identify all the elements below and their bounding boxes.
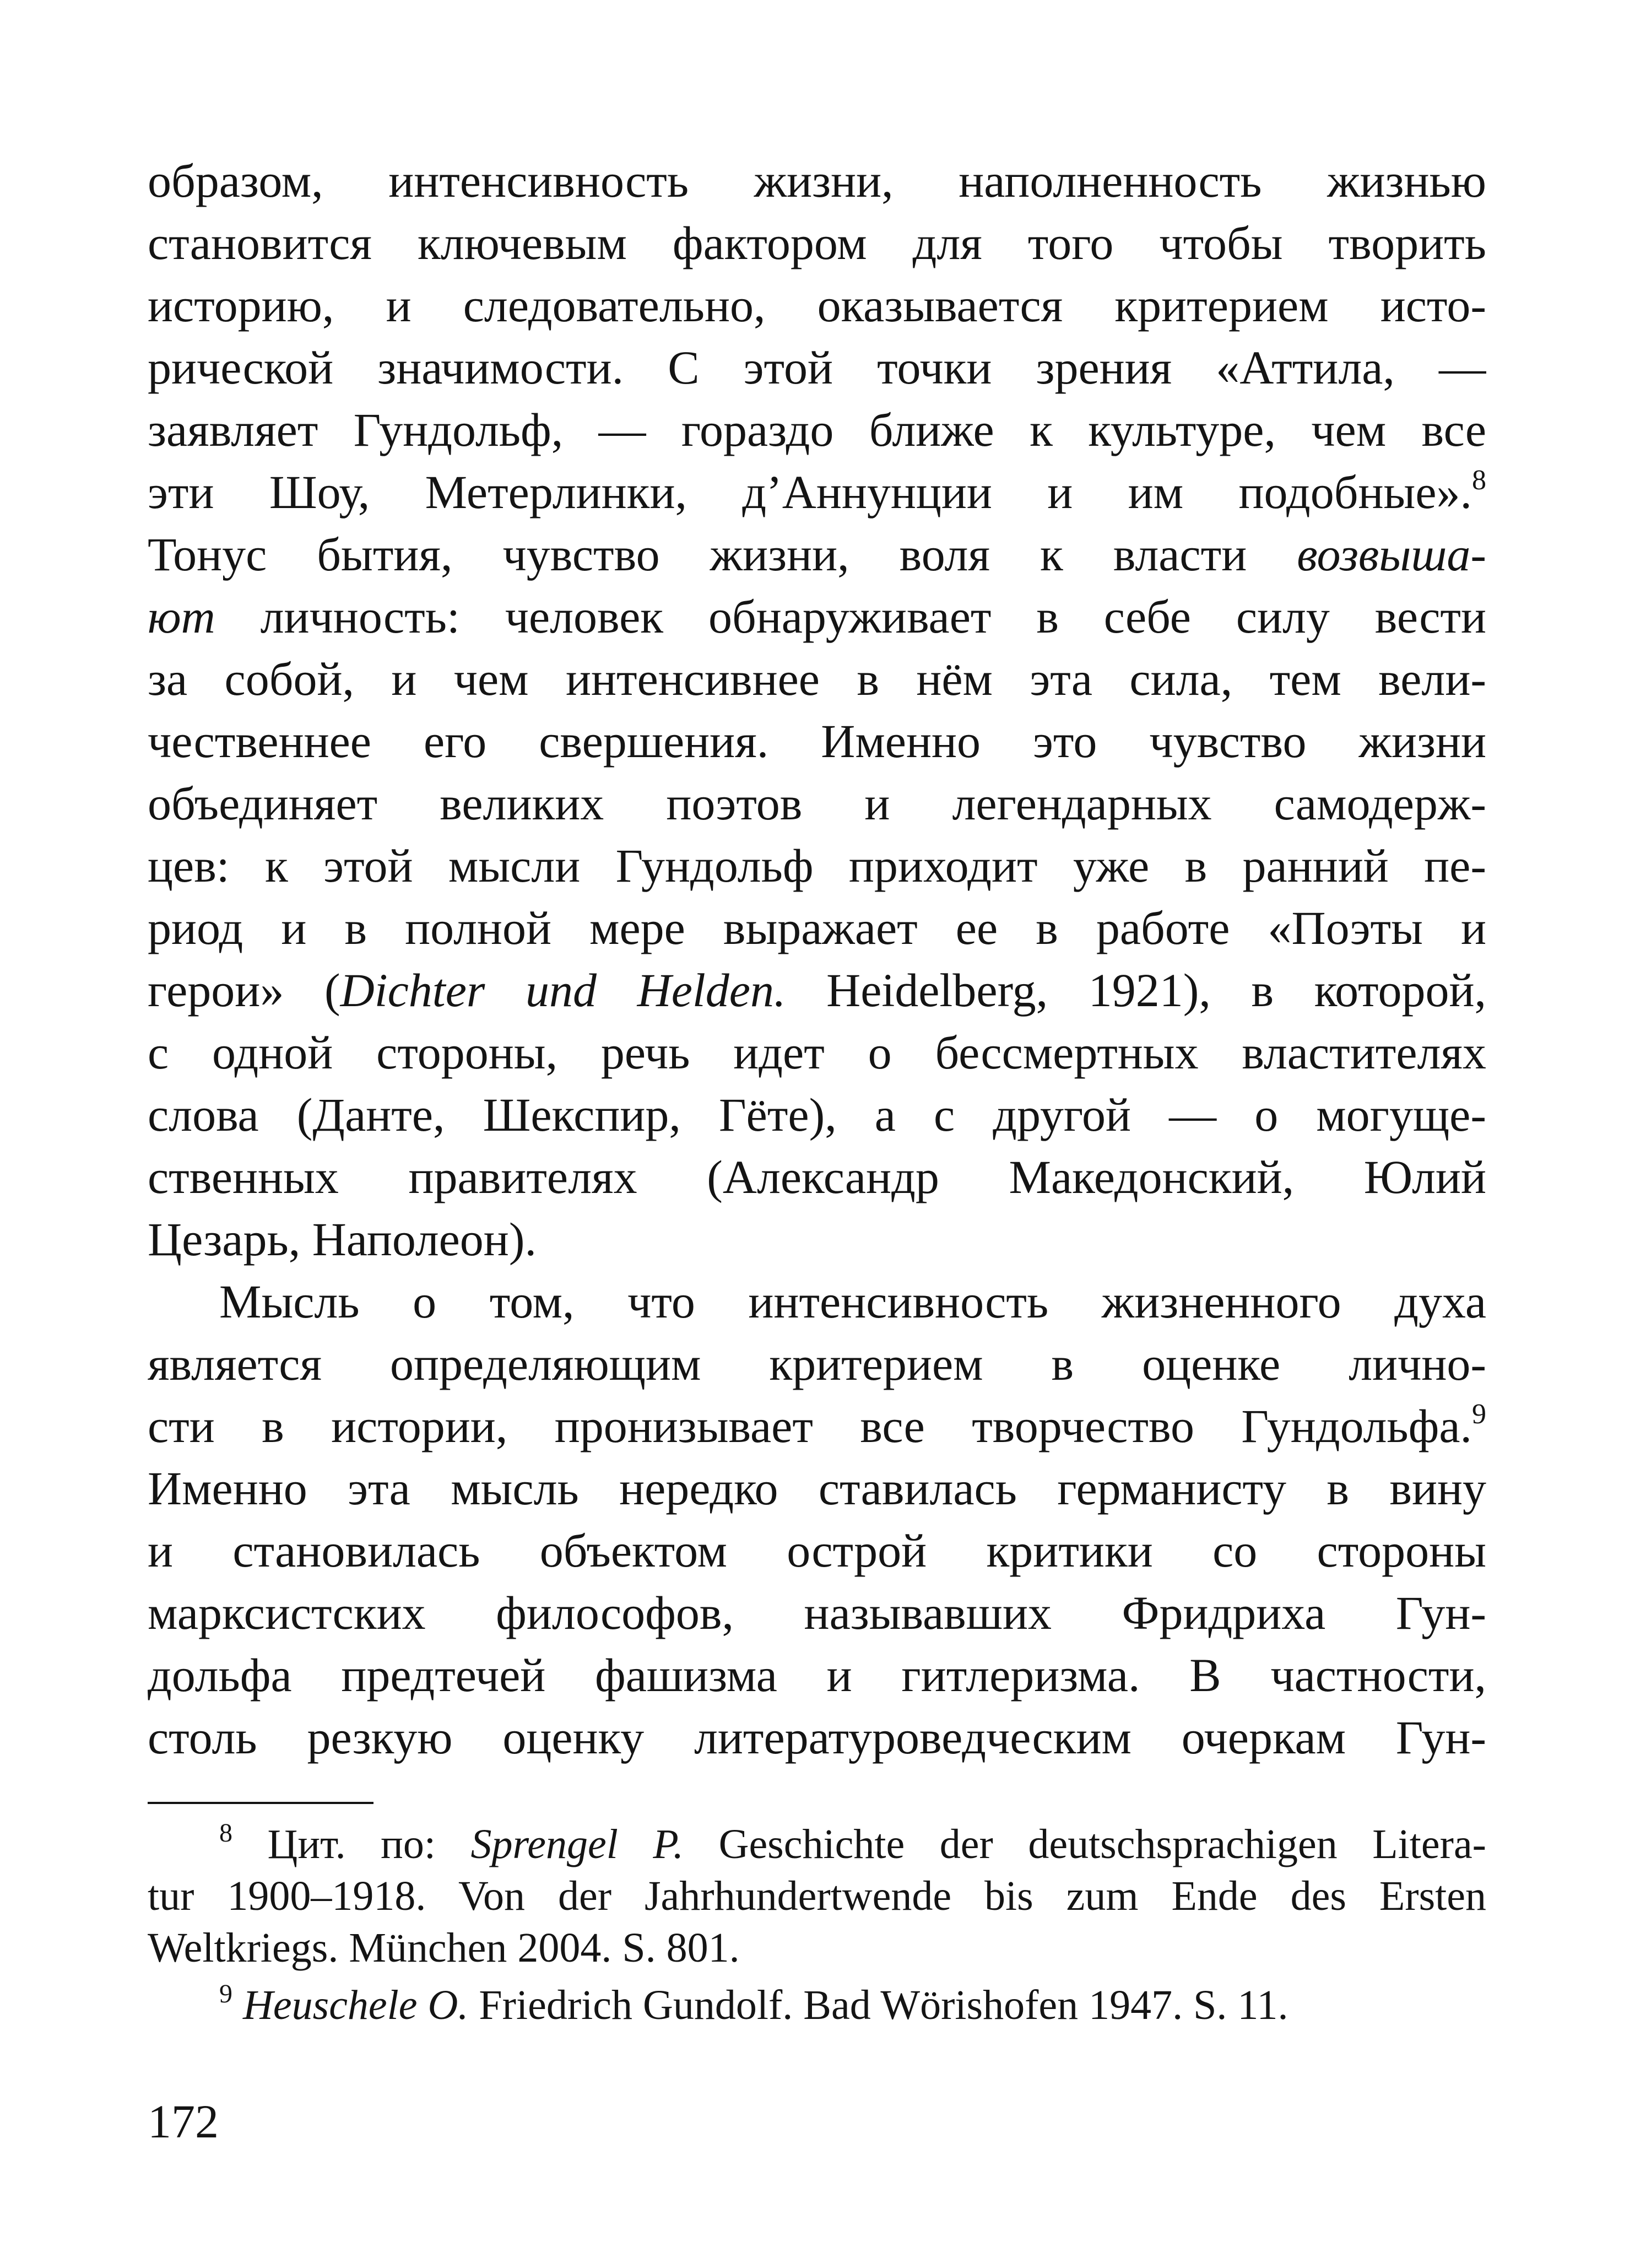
text-line: риод и в полной мере выражает ее в работе «Поэты и — [148, 901, 1486, 954]
text-line: Цезарь, Наполеон). — [148, 1213, 537, 1266]
text-line: дольфа предтечей фашизма и гитлеризма. В частности, — [148, 1649, 1486, 1702]
text-line: является определяющим критерием в оценке лично- — [148, 1337, 1486, 1390]
text-line — [148, 523, 1486, 586]
text-line — [148, 586, 1486, 648]
text-segment: эти Шоу, Метерлинки, д’Аннунции и им подобные». — [148, 466, 1472, 519]
text-line: чественнее его свершения. Именно это чувство жизни — [148, 715, 1486, 768]
text-line: становится ключевым фактором для того чтобы творить — [148, 217, 1486, 269]
italic-word: возвыша- — [1297, 528, 1486, 581]
text-line: заявляет Гундольф, — гораздо ближе к культуре, чем все — [148, 403, 1486, 456]
text-line: ственных правителях (Александр Македонский, Юлий — [148, 1151, 1486, 1203]
footnote-author: Heuschele O. — [243, 1982, 469, 2028]
footnotes — [148, 1818, 1486, 2037]
text-line: Мысль о том, что интенсивность жизненного духа — [219, 1275, 1486, 1328]
text-line: слова (Данте, Шекспир, Гёте), а с другой — о могуще- — [148, 1088, 1486, 1141]
text-segment: сти в истории, пронизывает все творчество Гундольфа. — [148, 1400, 1472, 1452]
footnote-number: 8 — [219, 1818, 232, 1848]
text-line: марксистских философов, называвших Фридриха Гун- — [148, 1586, 1486, 1639]
text-segment: личность: человек обнаруживает в себе силу вести — [215, 590, 1486, 643]
text-line: историю, и следовательно, оказывается критерием исто- — [148, 279, 1486, 332]
footnote-line: Weltkriegs. München 2004. S. 801. — [148, 1925, 740, 1971]
footnote-text: Friedrich Gundolf. Bad Wörishofen 1947. S. 11. — [468, 1982, 1288, 2028]
page-number: 172 — [148, 2095, 219, 2148]
footnote-line — [148, 1979, 1486, 2031]
text-line — [148, 1395, 1486, 1457]
footnote-text: Geschichte der deutschsprachigen Litera- — [684, 1821, 1486, 1867]
footnote-9 — [148, 1979, 1486, 2031]
paragraph-2 — [148, 1271, 1486, 1769]
text-line: с одной стороны, речь идет о бессмертных властителях — [148, 1026, 1486, 1079]
footnote-ref-9[interactable]: 9 — [1472, 1398, 1486, 1430]
text-line: цев: к этой мысли Гундольф приходит уже в ранний пе- — [148, 839, 1486, 892]
text-line: образом, интенсивность жизни, наполненность жизнью — [148, 154, 1486, 207]
footnote-8 — [148, 1818, 1486, 1974]
text-segment: герои» ( — [148, 964, 340, 1017]
text-line: объединяет великих поэтов и легендарных самодерж- — [148, 777, 1486, 830]
italic-title: Dichter und Helden. — [340, 964, 786, 1017]
footnote-line — [148, 1818, 1486, 1870]
footnote-author: Sprengel P. — [470, 1821, 684, 1867]
text-line: за собой, и чем интенсивнее в нём эта сила, тем вели- — [148, 652, 1486, 705]
main-text — [148, 150, 1486, 1769]
text-line — [148, 461, 1486, 523]
text-segment: Heidelberg, 1921), в которой, — [786, 964, 1486, 1017]
text-segment: Тонус бытия, чувство жизни, воля к власти — [148, 528, 1297, 581]
text-line: Именно эта мысль нередко ставилась германисту в вину — [148, 1462, 1486, 1515]
footnote-number: 9 — [219, 1979, 232, 2008]
text-line: столь резкую оценку литературоведческим очеркам Гун- — [148, 1711, 1486, 1764]
paragraph-1 — [148, 150, 1486, 1271]
text-line: рической значимости. С этой точки зрения «Аттила, — — [148, 341, 1486, 394]
text-line — [148, 959, 1486, 1022]
footnote-prefix: Цит. по: — [232, 1821, 471, 1867]
text-line: и становилась объектом острой критики со стороны — [148, 1524, 1486, 1577]
footnote-divider — [148, 1802, 373, 1804]
footnote-line: tur 1900–1918. Von der Jahrhundertwende bis zum Ende des Ersten — [148, 1873, 1486, 1919]
italic-word: ют — [148, 590, 215, 643]
footnote-ref-8[interactable]: 8 — [1472, 465, 1486, 496]
